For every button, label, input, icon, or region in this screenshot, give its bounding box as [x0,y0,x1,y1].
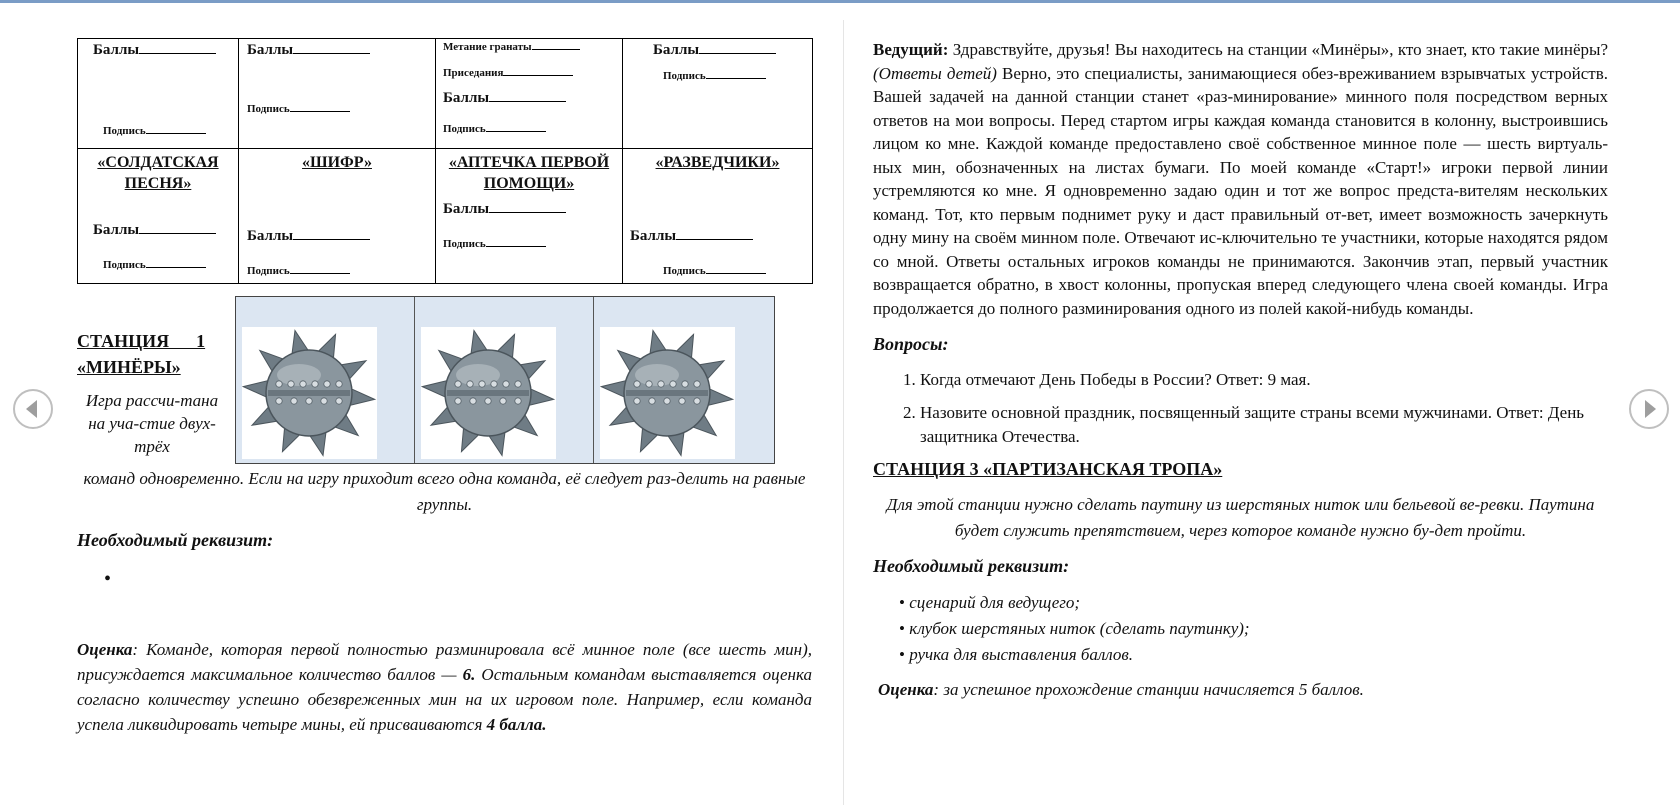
chevron-left-icon [15,391,51,427]
mines-image-table [235,296,775,464]
evaluation-label: Оценка [878,679,934,699]
host-label: Ведущий: [873,40,949,59]
requisite-list [873,590,1608,668]
evaluation-example-score: 4 балла. [486,715,547,734]
score-cell [78,39,239,149]
signature-label: Подпись [103,259,146,271]
station1-block [77,328,227,458]
right-page [873,38,1608,701]
score-label: Баллы [443,201,490,217]
mine-cell [236,297,415,463]
score-label: Баллы [93,42,140,58]
score-label: Баллы [630,228,677,244]
station1-intro: Игра рассчи-тана на уча-стие двух-трёх [85,391,219,456]
host-speech [873,38,1608,320]
station-title: «АПТЕЧКА ПЕРВОЙ ПОМОЩИ» [448,154,610,192]
station-title: «СОЛДАТСКАЯ ПЕСНЯ» [97,154,219,192]
exercise-label: Метание гранаты [443,41,532,53]
signature-label: Подпись [443,238,486,250]
window-top-border [0,0,1680,3]
station-cell [623,149,813,284]
score-label: Баллы [247,228,294,244]
score-label: Баллы [443,90,490,106]
evaluation-label: Оценка [77,640,133,659]
score-cell [623,39,813,149]
host-remark: (Ответы детей) [873,63,997,83]
prev-page-button[interactable] [13,389,53,429]
station3-evaluation [873,678,1608,702]
score-table [77,38,813,284]
mine-cell [594,297,773,463]
mine-image [421,327,556,459]
mine-image [600,327,735,459]
signature-label: Подпись [247,265,290,277]
station1-requisite-heading: Необходимый реквизит: [77,530,274,550]
station-cell [78,149,239,284]
evaluation-text: : Команде, которая первой полностью разминировала всё минное поле (все шесть мин), присуждается максимальное количество баллов — [77,640,812,684]
signature-label: Подпись [247,103,290,115]
signature-label: Подпись [663,70,706,82]
evaluation-max-score: 6. [462,665,476,684]
station3-title: СТАНЦИЯ 3 «ПАРТИЗАНСКАЯ ТРОПА» [873,458,1223,479]
station-cell [239,149,436,284]
page-divider [843,20,844,805]
questions-list [873,368,1608,449]
questions-heading: Вопросы: [873,334,949,354]
score-label: Баллы [653,42,700,58]
station-title: «РАЗВЕДЧИКИ» [655,154,780,171]
chevron-right-icon [1631,391,1667,427]
mine-cell [415,297,594,463]
score-label: Баллы [93,222,140,238]
requisite-item: • ручка для выставления баллов. [899,642,1608,668]
station-title: «ШИФР» [302,154,372,171]
score-label: Баллы [247,42,294,58]
signature-label: Подпись [443,123,486,135]
station-cell [436,149,623,284]
host-text: Верно, это специалисты, занимающиеся обез-вреживанием взрывчатых устройств. Вашей задачей на данной станции станет «раз-минирование» минного поля посредством верных ответов на мои вопросы. Перед стартом игры каждая команда становится в колонну, выстроившись лицом ко мне. Каждой команде предоставлено своё собственное минное поле — шесть виртуаль-ных мин, обозначенных на листах бумаги. По моей команде «Старт!» игроки первой линии устремляются ко мне. Я одновременно задаю один и тот же вопрос предста-вителям нескольких команд. Тот, кто первым поднимет руку и даст правильный от-вет, имеет возможность зачеркнуть одну мину на своём минном поле. Отвечают ис-ключительно те участники, которые находятся рядом со мной. Ответы остальных игроков команды не принимаются. Закончив этап, первый участник возвращается обратно, в хвост колонны, пропуская вперед следующего члена своей команды. Игра продолжается до полного разминирования одного из полей какой-нибудь команды. [873,63,1608,318]
question-item: 2. Назовите основной праздник, посвященный защите страны всеми мужчинами. Ответ: День защитника Отечества. [920,401,1608,449]
evaluation-text: Остальным командам выставляется оценка согласно количеству успешно обезвреженных мин на их игровом поле. Например, если команда успела ликвидировать четыре мины, ей присваиваются [77,665,813,734]
score-cell [239,39,436,149]
requisite-item: • клубок шерстяных ниток (сделать паутинку); [899,616,1608,642]
empty-bullet: • [104,568,112,590]
requisite-item: • сценарий для ведущего; [899,590,1608,616]
score-cell [436,39,623,149]
left-page [77,38,812,284]
host-text: Здравствуйте, друзья! Вы находитесь на станции «Минёры», кто знает, кто такие минёры? [948,40,1608,59]
signature-label: Подпись [103,125,146,137]
signature-label: Подпись [663,265,706,277]
evaluation-text: : за успешное прохождение станции начисляется 5 баллов. [933,679,1364,699]
station3-requisite-heading: Необходимый реквизит: [873,556,1070,576]
mine-image [242,327,377,459]
exercise-label: Приседания [443,67,504,79]
question-item: 1. Когда отмечают День Победы в России? Ответ: 9 мая. [920,368,1608,392]
station1-intro-continued: команд одновременно. Если на игру приходит всего одна команда, её следует раз-делить на равные группы. [83,469,806,514]
next-page-button[interactable] [1629,389,1669,429]
station1-evaluation [77,637,812,737]
station1-title-line2: «МИНЁРЫ» [77,357,181,377]
station1-title-line1: СТАНЦИЯ 1 [77,331,206,351]
station3-intro: Для этой станции нужно сделать паутину из шерстяных ниток или бельевой ве-ревки. Паутина будет служить препятствием, через которое команде нужно бу-дет пройти. [886,495,1595,540]
